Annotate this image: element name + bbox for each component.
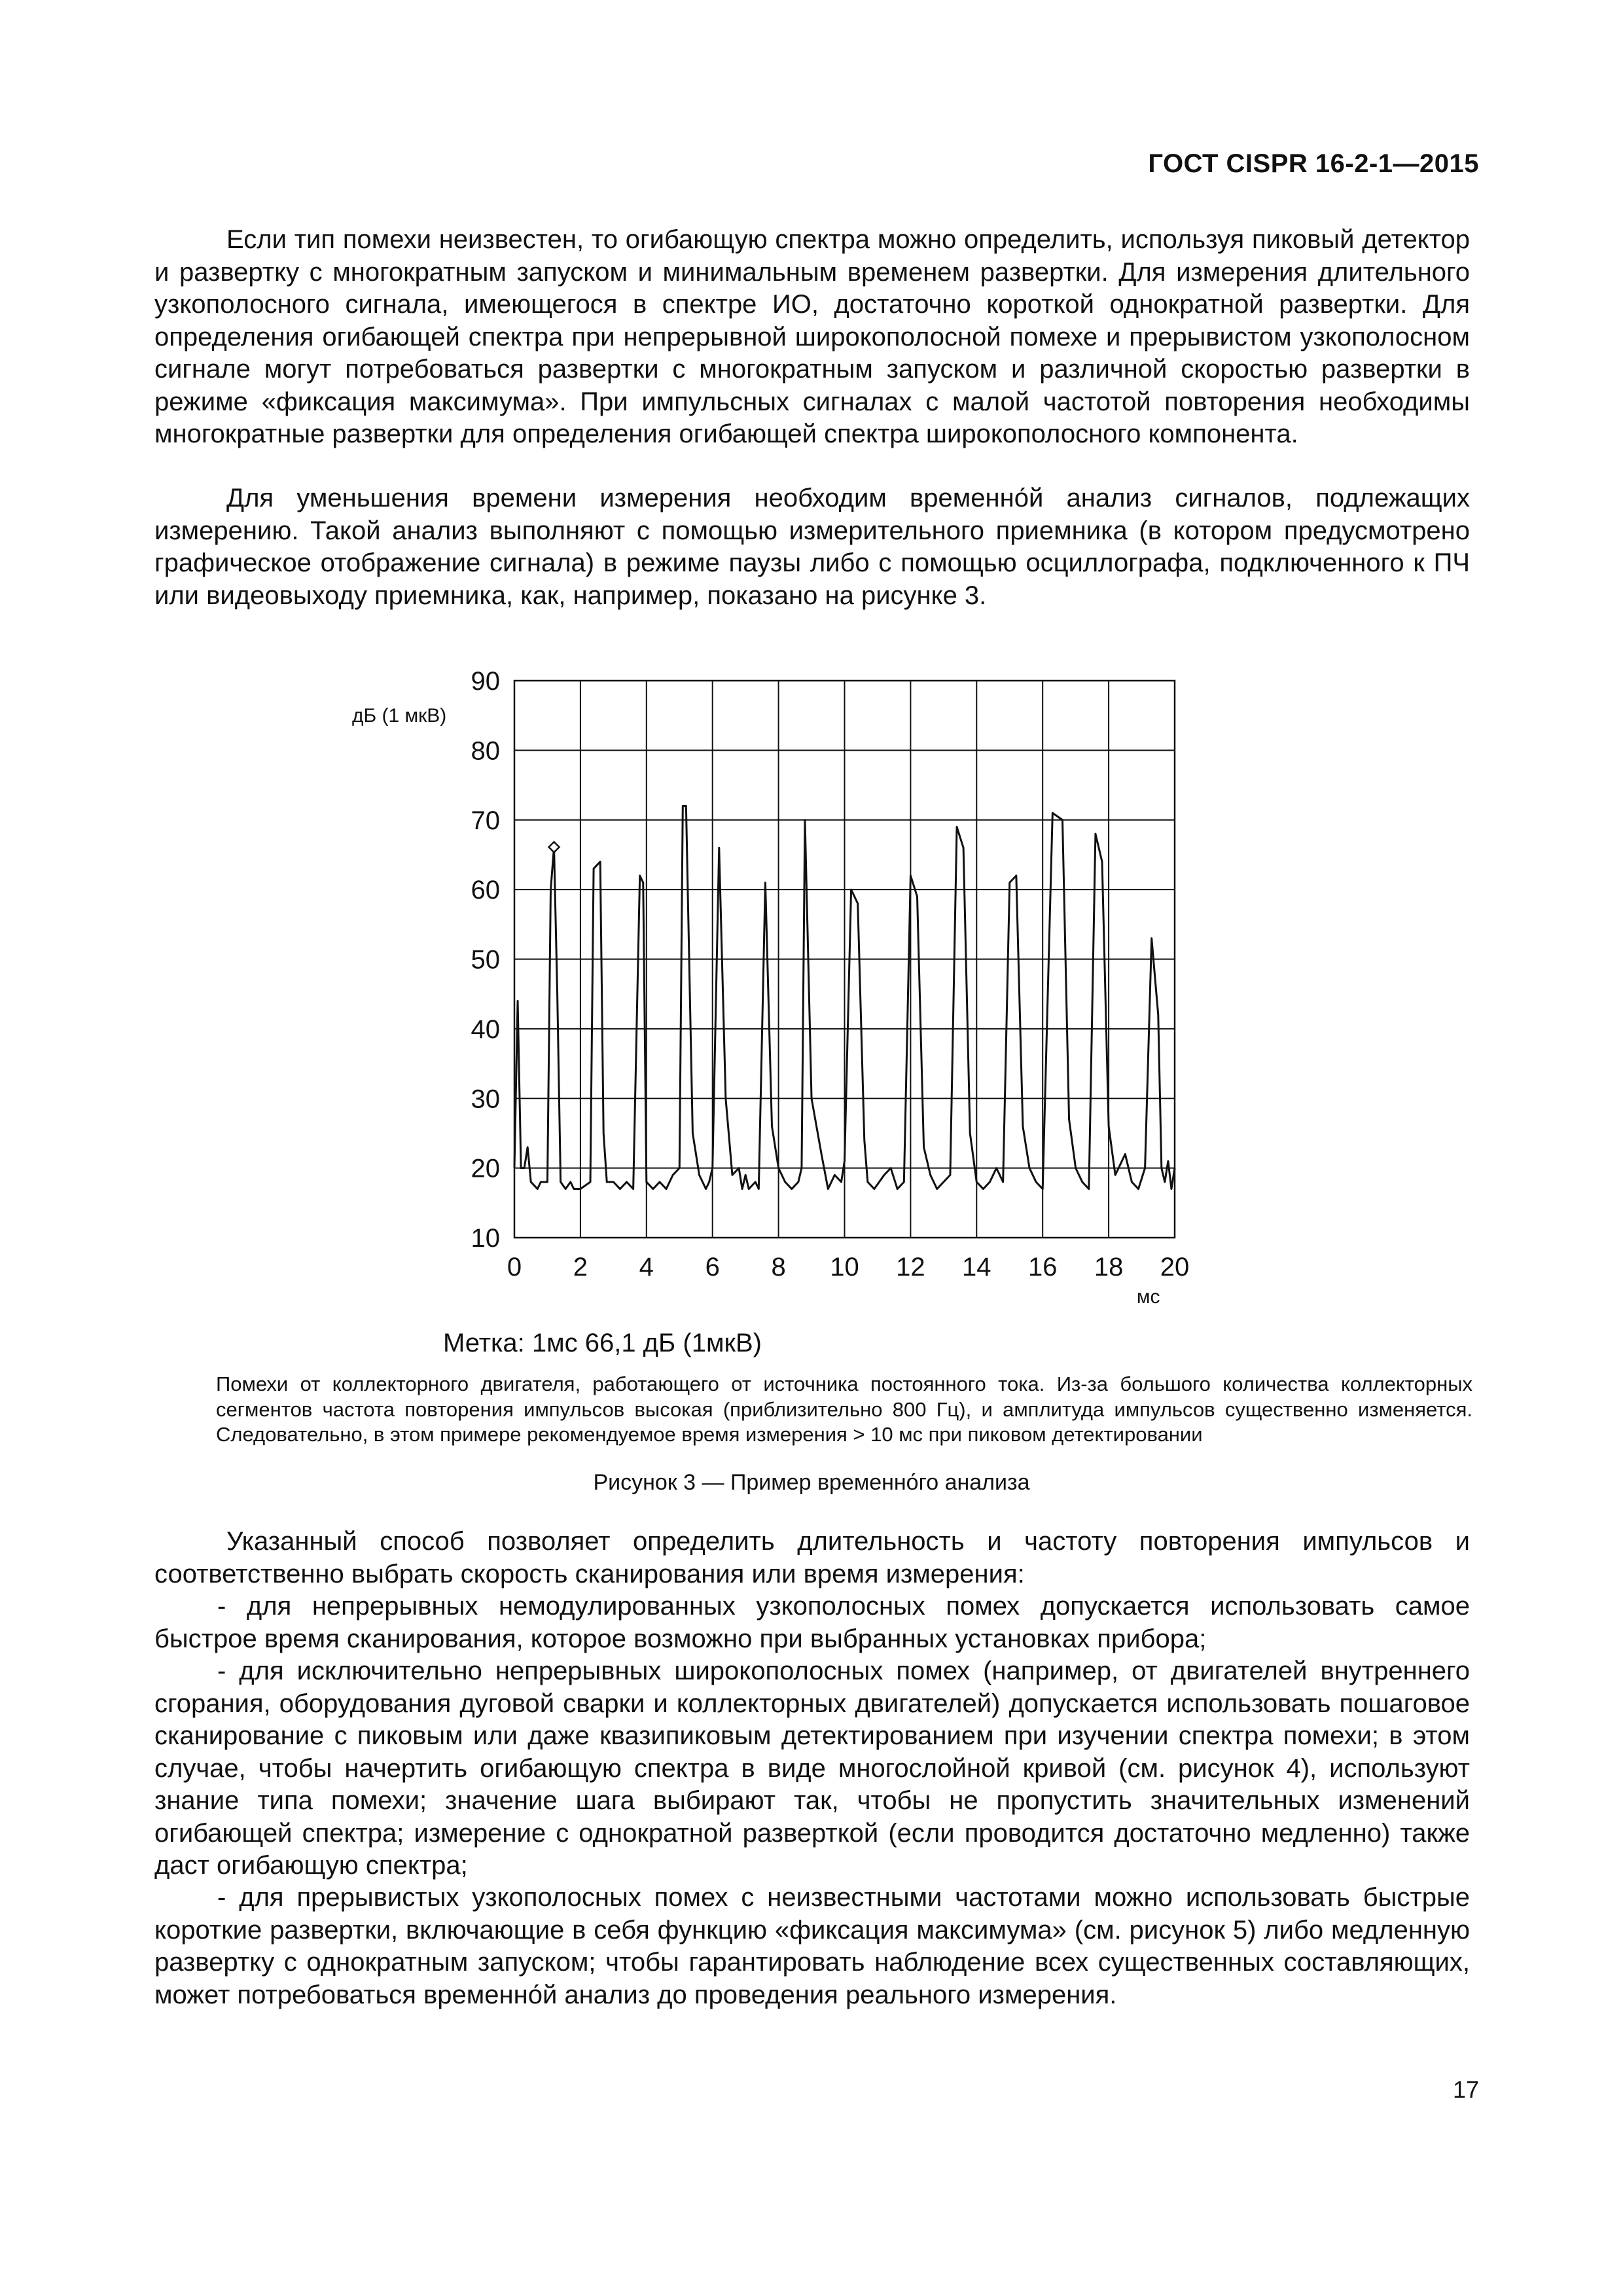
marker-readout: Метка: 1мс 66,1 дБ (1мкВ) (443, 1329, 762, 1357)
x-tick-label: 12 (896, 1253, 925, 1282)
paragraph-method: Указанный способ позволяет определить длительность и частоту повторения импульсов и соответственно выбрать скорость сканирования или время измерения: (154, 1527, 1470, 1588)
time-analysis-chart (340, 661, 1243, 1368)
marker-diamond (549, 842, 560, 852)
x-tick-label: 0 (507, 1253, 522, 1282)
figure-note: Помехи от коллекторного двигателя, работающего от источника постоянного тока. Из-за большого количества коллекторных сегментов частота повторения импульсов высокая (приблизительно 800 Гц), и амплитуда импульсов существенно изменяется. Следовательно, в этом примере рекомендуемое время измерения > 10 мс при пиковом детектировании (216, 1372, 1472, 1446)
y-tick-label: 10 (471, 1224, 500, 1253)
x-tick-label: 2 (573, 1253, 588, 1282)
x-tick-label: 20 (1160, 1253, 1190, 1282)
y-tick-label: 80 (471, 736, 500, 766)
list-item-broadband: - для исключительно непрерывных широкополосных помех (например, от двигателей внутреннего сгорания, оборудования дуговой сварки и коллекторных двигателей) допускается использовать пошаговое сканирование с пиковым или даже квазипиковым детектированием при изучении спектра помехи; в этом случае, чтобы начертить огибающую спектра в виде многослойной кривой (см. рисунок 4), используют знание типа помехи; значение шага выбирают так, чтобы не пропустить значительных изменений огибающей спектра; измерение с однократной разверткой (если проводится достаточно медленно) также даст огибающую спектра; (154, 1657, 1470, 1880)
x-tick-label: 8 (771, 1253, 786, 1282)
x-tick-label: 4 (639, 1253, 654, 1282)
y-tick-label: 30 (471, 1085, 500, 1114)
y-axis-label: дБ (1 мкВ) (352, 705, 447, 726)
y-tick-label: 50 (471, 945, 500, 975)
y-tick-label: 70 (471, 806, 500, 835)
x-tick-label: 18 (1094, 1253, 1124, 1282)
standard-header: ГОСТ CISPR 16-2-1—2015 (1148, 149, 1479, 178)
x-tick-label: 6 (705, 1253, 720, 1282)
y-tick-label: 20 (471, 1154, 500, 1183)
paragraph-time-analysis: Для уменьшения времени измерения необходим временно́й анализ сигналов, подлежащих измерению. Такой анализ выполняют с помощью измерительного приемника (в котором предусмотрено графическое отображение сигнала) в режиме паузы либо с помощью осциллографа, подключенного к ПЧ или видеовыходу приемника, как, например, показано на рисунке 3. (154, 484, 1470, 610)
figure-caption: Рисунок 3 — Пример временно́го анализа (593, 1470, 1030, 1495)
x-tick-label: 16 (1027, 1253, 1058, 1282)
page-number: 17 (1452, 2076, 1479, 2103)
y-tick-label: 60 (471, 876, 500, 905)
y-tick-label: 90 (471, 667, 500, 696)
x-axis-label: мс (1136, 1286, 1160, 1308)
list-item-intermittent: - для прерывистых узкополосных помех с неизвестными частотами можно использовать быстрые короткие развертки, включающие в себя функцию «фиксация максимума» (см. рисунок 5) либо медленную развертку с однократным запуском; чтобы гарантировать наблюдение всех существенных составляющих, может потребоваться временно́й анализ до проведения реального измерения. (154, 1883, 1470, 2009)
x-tick-label: 14 (962, 1253, 991, 1282)
y-tick-label: 40 (471, 1014, 500, 1044)
paragraph-envelope-detection: Если тип помехи неизвестен, то огибающую спектра можно определить, используя пиковый детектор и развертку с многократным запуском и минимальным временем развертки. Для измерения длительного узкополосного сигнала, имеющегося в спектре ИО, достаточно короткой однократной развертки. Для определения огибающей спектра при непрерывной широкополосной помехе и прерывистом узкополосном сигнале могут потребоваться развертки с многократным запуском и различной скоростью развертки в режиме «фиксация максимума». При импульсных сигналах с малой частотой повторения необходимы многократные развертки для определения огибающей спектра широкополосного компонента. (154, 225, 1470, 448)
x-tick-label: 10 (830, 1253, 859, 1282)
list-item-narrowband: - для непрерывных немодулированных узкополосных помех допускается использовать самое быстрое время сканирования, которое возможно при выбранных установках прибора; (154, 1592, 1470, 1653)
